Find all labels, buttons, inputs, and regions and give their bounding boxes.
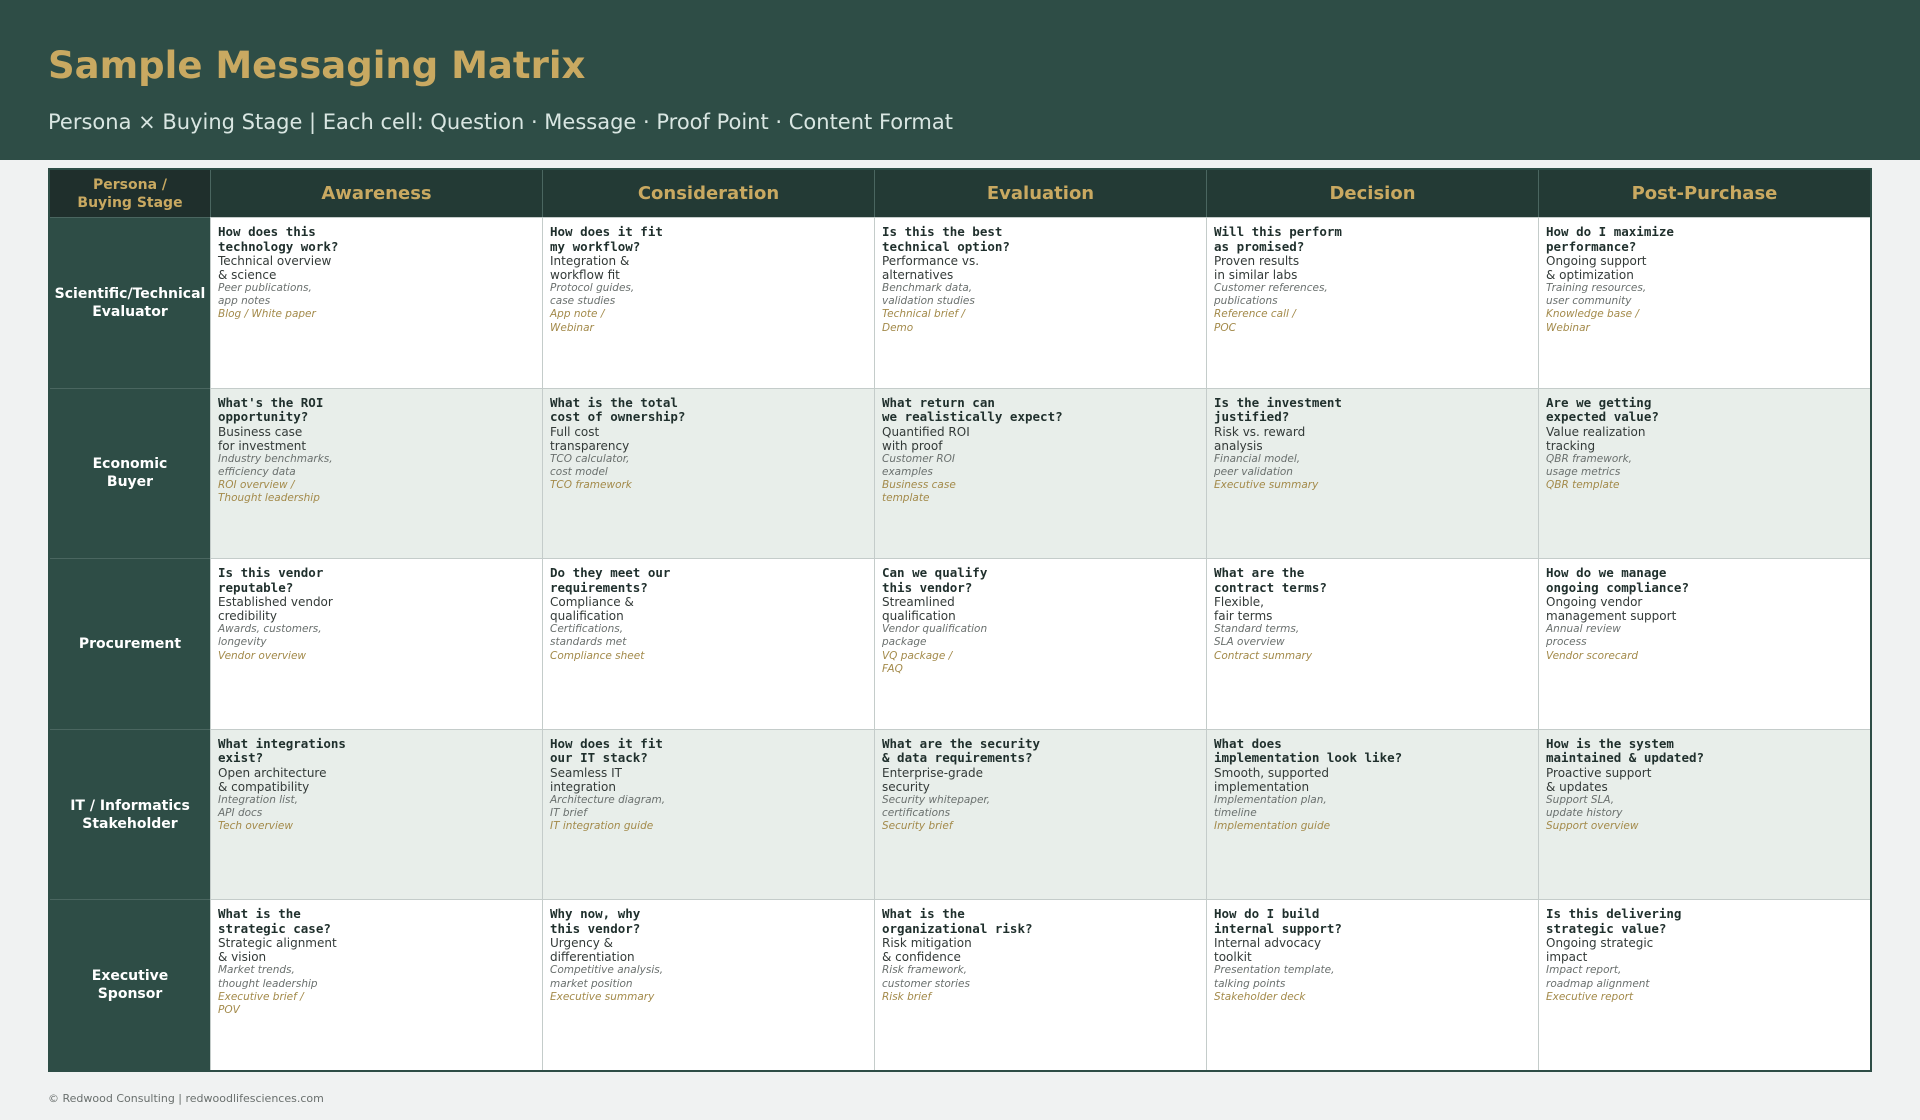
matrix-cell — [210, 729, 542, 900]
cell-message: Enterprise-grade security — [882, 765, 983, 794]
cell-question: What is the total cost of ownership? — [550, 394, 686, 425]
cell-proof-point: Certifications, standards met — [550, 623, 627, 649]
matrix-cell — [542, 388, 874, 559]
matrix-cell — [210, 899, 542, 1070]
cell-question: Is this vendor reputable? — [218, 565, 324, 595]
cell-content-format: Executive report — [1546, 990, 1634, 1003]
matrix-cell — [210, 388, 542, 559]
cell-message: Proven results in similar labs — [1214, 254, 1300, 282]
cell-proof-point: Implementation plan, timeline — [1214, 793, 1327, 819]
cell-content-format: IT integration guide — [550, 820, 654, 833]
cell-message: Ongoing vendor management support — [1546, 595, 1677, 624]
cell-proof-point: Presentation template, talking points — [1214, 964, 1335, 990]
cell-message: Open architecture & compatibility — [218, 765, 327, 794]
cell-question: Is this delivering strategic value? — [1546, 906, 1682, 936]
cell-content-format: Technical brief / Demo — [882, 308, 965, 334]
matrix-cell — [210, 558, 542, 729]
matrix-cell — [1206, 388, 1538, 559]
cell-proof-point: Industry benchmarks, efficiency data — [218, 452, 333, 478]
cell-content-format: Implementation guide — [1214, 820, 1331, 833]
cell-content-format: Business case template — [882, 479, 956, 505]
matrix-cell — [874, 729, 1206, 900]
matrix-cell — [1538, 899, 1870, 1070]
cell-content-format: Contract summary — [1214, 649, 1313, 662]
cell-question: How do I maximize performance? — [1546, 224, 1674, 254]
column-header-awareness: Awareness — [210, 170, 542, 217]
matrix-cell — [874, 388, 1206, 559]
cell-message: Technical overview & science — [218, 254, 332, 282]
cell-message: Urgency & differentiation — [550, 936, 635, 965]
cell-content-format: Tech overview — [218, 820, 293, 833]
matrix-cell — [210, 217, 542, 388]
cell-question: How does it fit our IT stack? — [550, 735, 663, 766]
cell-message: Streamlined qualification — [882, 595, 956, 624]
cell-message: Integration & workflow fit — [550, 254, 630, 282]
cell-content-format: Executive summary — [1214, 479, 1319, 491]
matrix-cell — [874, 217, 1206, 388]
cell-content-format: ROI overview / Thought leadership — [218, 479, 320, 505]
cell-content-format: Support overview — [1546, 820, 1639, 833]
matrix-cell — [1206, 729, 1538, 900]
cell-content-format: Blog / White paper — [218, 308, 316, 321]
cell-message: Smooth, supported implementation — [1214, 765, 1330, 794]
cell-proof-point: Architecture diagram, IT brief — [550, 793, 666, 819]
cell-proof-point: TCO calculator, cost model — [550, 452, 630, 478]
cell-proof-point: Integration list, API docs — [218, 793, 298, 819]
matrix-cell — [1538, 388, 1870, 559]
matrix-cell — [1206, 558, 1538, 729]
cell-proof-point: Market trends, thought leadership — [218, 964, 318, 990]
messaging-matrix-table — [48, 168, 1872, 1072]
cell-question: Is this the best technical option? — [882, 224, 1010, 254]
cell-question: Will this perform as promised? — [1214, 224, 1342, 254]
cell-question: What's the ROI opportunity? — [218, 394, 324, 425]
footer-text: © Redwood Consulting | redwoodlifesciences.com — [48, 1092, 324, 1105]
cell-question: Are we getting expected value? — [1546, 394, 1659, 425]
cell-message: Proactive support & updates — [1546, 765, 1652, 794]
page-subtitle: Persona × Buying Stage | Each cell: Question · Message · Proof Point · Content Format — [48, 110, 953, 134]
cell-question: How does it fit my workflow? — [550, 224, 663, 254]
cell-question: How is the system maintained & updated? — [1546, 735, 1705, 766]
cell-question: Why now, why this vendor? — [550, 906, 641, 936]
cell-proof-point: Standard terms, SLA overview — [1214, 623, 1300, 649]
cell-content-format: Vendor scorecard — [1546, 649, 1639, 662]
cell-proof-point: Awards, customers, longevity — [218, 623, 322, 649]
cell-message: Full cost transparency — [550, 424, 630, 453]
cell-content-format: Executive summary — [550, 990, 655, 1003]
cell-question: Do they meet our requirements? — [550, 565, 671, 595]
cell-message: Seamless IT integration — [550, 765, 622, 794]
cell-message: Risk mitigation & confidence — [882, 936, 972, 965]
matrix-cell — [874, 558, 1206, 729]
cell-proof-point: Security whitepaper, certifications — [882, 793, 991, 819]
cell-proof-point: Financial model, peer validation — [1214, 452, 1301, 478]
cell-message: Business case for investment — [218, 424, 307, 453]
cell-question: What are the security & data requirements? — [882, 735, 1041, 766]
column-header-post-purchase: Post-Purchase — [1538, 170, 1870, 217]
cell-question: How does this technology work? — [218, 224, 339, 254]
row-header-persona: Economic Buyer — [50, 388, 210, 559]
column-header-decision: Decision — [1206, 170, 1538, 217]
column-header-consideration: Consideration — [542, 170, 874, 217]
cell-message: Established vendor credibility — [218, 595, 333, 624]
cell-proof-point: Benchmark data, validation studies — [882, 282, 975, 308]
matrix-cell — [542, 729, 874, 900]
cell-message: Ongoing support & optimization — [1546, 254, 1647, 282]
cell-proof-point: Risk framework, customer stories — [882, 964, 970, 990]
corner-header: Persona / Buying Stage — [50, 170, 210, 217]
cell-proof-point: Peer publications, app notes — [218, 282, 312, 308]
cell-message: Internal advocacy toolkit — [1214, 936, 1322, 965]
cell-content-format: Vendor overview — [218, 649, 307, 662]
row-header-persona: Executive Sponsor — [50, 899, 210, 1070]
row-header-persona: IT / Informatics Stakeholder — [50, 729, 210, 900]
row-header-persona: Scientific/Technical Evaluator — [50, 217, 210, 388]
cell-content-format: Reference call / POC — [1214, 308, 1296, 334]
page-title: Sample Messaging Matrix — [48, 44, 586, 87]
cell-proof-point: Training resources, user community — [1546, 282, 1647, 308]
cell-content-format: Risk brief — [882, 990, 932, 1003]
cell-proof-point: Competitive analysis, market position — [550, 964, 664, 990]
row-header-persona: Procurement — [50, 558, 210, 729]
cell-question: What does implementation look like? — [1214, 735, 1403, 766]
cell-proof-point: Support SLA, update history — [1546, 793, 1623, 819]
cell-content-format: Knowledge base / Webinar — [1546, 308, 1639, 334]
cell-content-format: Stakeholder deck — [1214, 990, 1306, 1003]
cell-question: What integrations exist? — [218, 735, 346, 766]
cell-question: Can we qualify this vendor? — [882, 565, 988, 595]
matrix-cell — [1206, 899, 1538, 1070]
cell-proof-point: Customer ROI examples — [882, 452, 955, 478]
cell-message: Performance vs. alternatives — [882, 254, 980, 282]
column-header-evaluation: Evaluation — [874, 170, 1206, 217]
matrix-cell — [874, 899, 1206, 1070]
matrix-cell — [542, 558, 874, 729]
cell-message: Strategic alignment & vision — [218, 936, 337, 965]
cell-proof-point: Vendor qualification package — [882, 623, 988, 649]
matrix-cell — [1206, 217, 1538, 388]
cell-message: Flexible, fair terms — [1214, 595, 1273, 624]
cell-question: How do we manage ongoing compliance? — [1546, 565, 1689, 595]
cell-proof-point: QBR framework, usage metrics — [1546, 452, 1632, 478]
cell-proof-point: Protocol guides, case studies — [550, 282, 635, 308]
cell-question: What is the organizational risk? — [882, 906, 1033, 936]
cell-content-format: Security brief — [882, 820, 953, 833]
cell-content-format: App note / Webinar — [550, 308, 605, 334]
cell-question: How do I build internal support? — [1214, 906, 1342, 936]
cell-question: Is the investment justified? — [1214, 394, 1342, 425]
cell-message: Compliance & qualification — [550, 595, 634, 624]
matrix-cell — [542, 899, 874, 1070]
cell-proof-point: Impact report, roadmap alignment — [1546, 964, 1650, 990]
cell-content-format: VQ package / FAQ — [882, 649, 953, 675]
matrix-cell — [1538, 729, 1870, 900]
matrix-cell — [1538, 558, 1870, 729]
cell-content-format: TCO framework — [550, 479, 632, 491]
cell-content-format: Executive brief / POV — [218, 990, 304, 1016]
cell-message: Ongoing strategic impact — [1546, 936, 1654, 965]
cell-content-format: Compliance sheet — [550, 649, 645, 662]
matrix-cell — [542, 217, 874, 388]
cell-question: What are the contract terms? — [1214, 565, 1327, 595]
cell-message: Risk vs. reward analysis — [1214, 424, 1306, 453]
cell-content-format: QBR template — [1546, 479, 1620, 491]
cell-question: What is the strategic case? — [218, 906, 331, 936]
matrix-cell — [1538, 217, 1870, 388]
cell-message: Quantified ROI with proof — [882, 424, 970, 453]
cell-proof-point: Customer references, publications — [1214, 282, 1328, 308]
cell-message: Value realization tracking — [1546, 424, 1646, 453]
cell-proof-point: Annual review process — [1546, 623, 1621, 649]
header-banner — [0, 0, 1920, 160]
cell-question: What return can we realistically expect? — [882, 394, 1063, 425]
